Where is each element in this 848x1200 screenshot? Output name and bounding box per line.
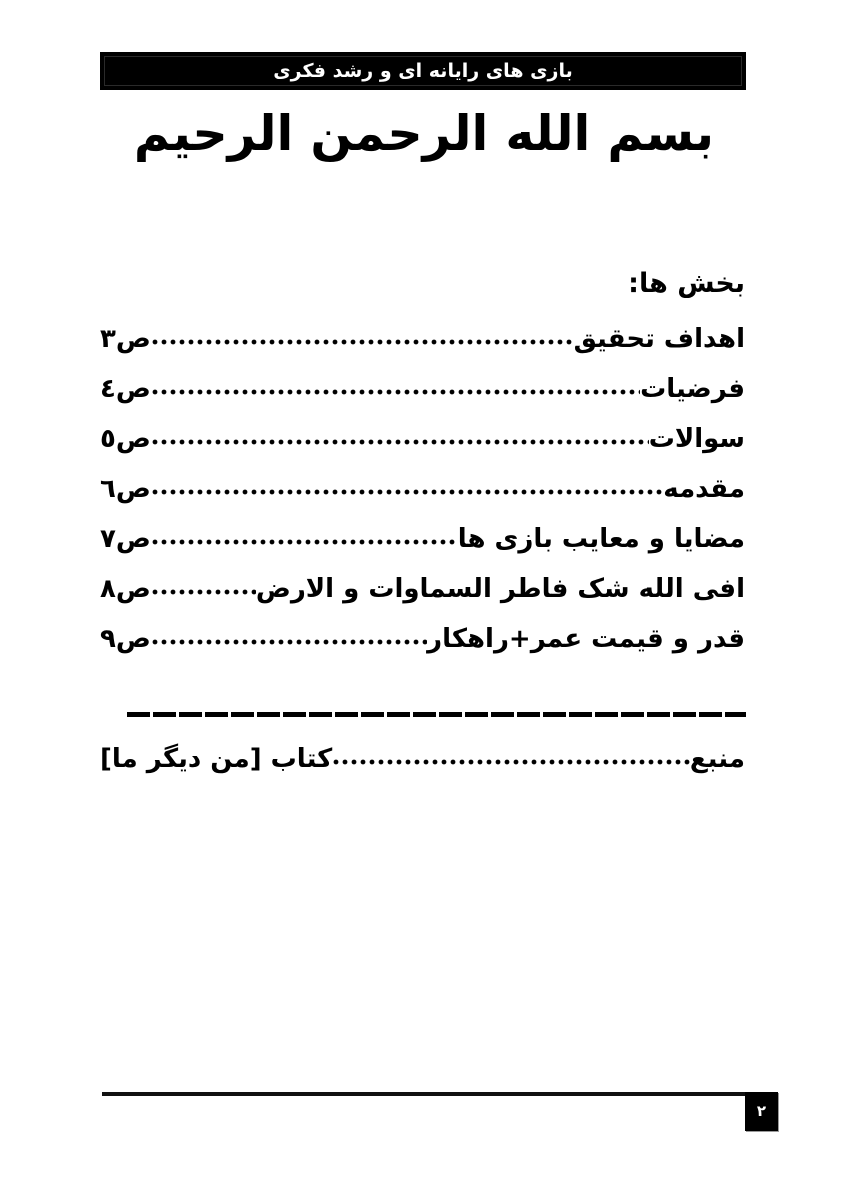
- dot-leader: [151, 339, 574, 345]
- toc-page-ref: ص٤: [100, 374, 151, 404]
- dot-leader: [151, 639, 427, 645]
- toc-item: [100, 614, 745, 664]
- page-number-box: [745, 1092, 778, 1131]
- page-number: ۲: [756, 1102, 767, 1120]
- toc-item: [100, 564, 745, 614]
- toc-item: [100, 364, 745, 414]
- dot-leader: [332, 759, 690, 765]
- toc-item-title: مضایا و معایب بازی ها: [457, 524, 745, 554]
- toc-page-ref: ص٨: [100, 574, 151, 604]
- basmala-title: بسم الله الرحمن الرحيم: [133, 105, 715, 162]
- source-label: منبع: [689, 744, 745, 774]
- toc-item-title: قدر و قیمت عمر+راهکار: [427, 624, 745, 654]
- toc-page-ref: ص٣: [100, 324, 151, 354]
- dot-leader: [151, 389, 640, 395]
- chapter-header-bar: [100, 52, 746, 90]
- toc-item-title: اهداف تحقیق: [573, 324, 745, 354]
- dot-leader: [151, 539, 458, 545]
- table-of-contents: [100, 314, 745, 664]
- footer-rule: [102, 1092, 745, 1096]
- sections-heading: بخش ها:: [628, 268, 745, 299]
- toc-page-ref: ص٦: [100, 474, 151, 504]
- toc-page-ref: ص٥: [100, 424, 151, 454]
- dot-leader: [151, 489, 663, 495]
- toc-item-title: مقدمه: [663, 474, 745, 504]
- toc-page-ref: ص٧: [100, 524, 151, 554]
- toc-page-ref: ص٩: [100, 624, 151, 654]
- toc-item: [100, 514, 745, 564]
- source-row: [100, 736, 745, 782]
- source-value: کتاب [من دیگر ما]: [100, 744, 333, 774]
- toc-item: [100, 414, 745, 464]
- toc-item-title: فرضیات: [640, 374, 745, 404]
- toc-item: [100, 464, 745, 514]
- toc-item-title: سوالات: [648, 424, 745, 454]
- dashed-separator-line: [127, 712, 746, 717]
- toc-item: [100, 314, 745, 364]
- dot-leader: [151, 589, 256, 595]
- dot-leader: [151, 439, 649, 445]
- toc-item-title: افی الله شک فاطر السماوات و الارض: [255, 574, 745, 604]
- chapter-header-title: بازی های رایانه ای و رشد فکری: [273, 60, 573, 82]
